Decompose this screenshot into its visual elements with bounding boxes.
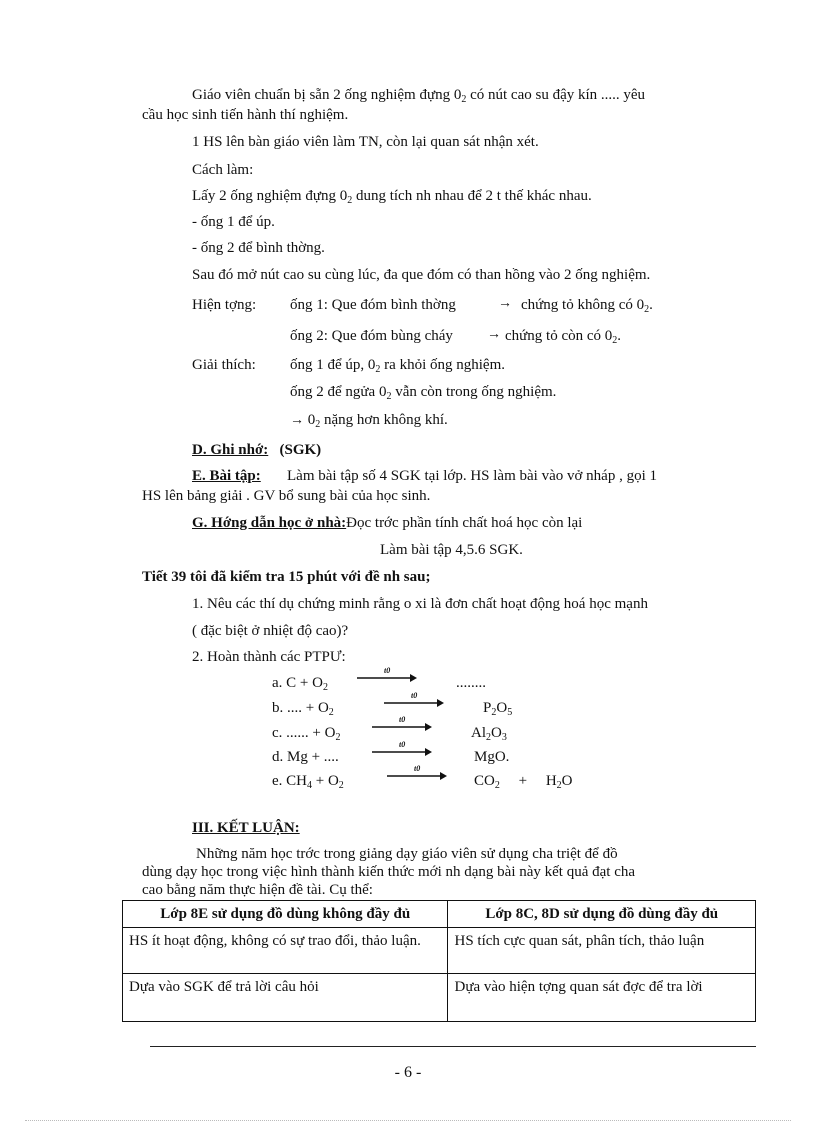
intro-line: - ống 2 để bình thờng. [192,240,325,256]
explain-line: ống 1 để úp, $0_2$ ra khỏi ống nghiệm. [290,357,505,375]
table-header: Lớp 8C, 8D sử dụng đồ dùng đầy đủ [448,901,756,928]
reaction-arrow: t0 [372,717,432,733]
explain-label: Giải thích: [192,357,256,373]
section-g: G. Hớng dẫn học ở nhà:Đọc trớc phần tính chất hoá học còn lại [192,515,583,531]
intro-line: Giáo viên chuẩn bị sẵn 2 ống nghiệm đựng $0_2$ có nút cao su đậy kín ..... yêu [192,87,646,105]
table-cell: Dựa vào SGK để trả lời câu hỏi [123,974,448,1022]
reaction-arrow: t0 [384,693,444,709]
phenomenon-line: chứng tỏ còn có $0_2$. [505,328,622,346]
table-row [123,928,756,974]
right-arrow-icon: → [498,296,512,311]
section-d: D. Ghi nhớ: (SGK) [192,442,322,458]
reaction-right: $CO_2$ + $H_2O$ [474,773,573,791]
table-cell: HS tích cực quan sát, phân tích, thảo luận [448,928,756,974]
reaction-arrow: t0 [372,742,432,758]
reaction-left: e. $CH_4 + O_2$ [272,773,344,791]
reaction-left: a. $C + O_2$ [272,675,328,693]
conclusion-heading: III. KẾT LUẬN: [192,820,300,836]
conclusion-text: dùng dạy học trong việc hình thành kiến thức mới nh dạng bài này kết quả đạt cha [142,864,636,880]
intro-line: - ống 1 để úp. [192,214,275,230]
intro-line: Lấy 2 ống nghiệm đựng $0_2$ dung tích nh nhau để 2 t thế khác nhau. [192,188,592,206]
page-number: - 6 - [394,1064,422,1081]
right-arrow-icon: → [290,413,304,428]
intro-line: Cách làm: [192,162,254,178]
section-e-cont: HS lên bảng giải . GV bổ sung bài của học sinh. [142,488,431,504]
table-header: Lớp 8E sử dụng đồ dùng không đầy đủ [123,901,448,928]
reaction-left: c. ...... + $O_2$ [272,725,341,743]
section-e: E. Bài tập: Làm bài tập số 4 SGK tại lớp. HS làm bài vào vở nháp , gọi 1 [192,468,657,484]
intro-line: Sau đó mở nút cao su cùng lúc, đa que đóm có than hồng vào 2 ống nghiệm. [192,267,651,283]
conclusion-text: Những năm học trớc trong giảng dạy giáo viên sử dụng cha triệt để đồ [196,846,618,862]
phenomenon-label: Hiện tợng: [192,297,257,313]
right-arrow-icon: → [487,327,501,342]
table-row [123,974,756,1022]
test-heading: Tiết 39 tôi đã kiểm tra 15 phút với đề nh sau; [142,569,431,585]
footer-rule [150,1046,756,1047]
section-g-cont: Làm bài tập 4,5.6 SGK. [380,542,523,558]
reaction-arrow: t0 [387,766,447,782]
phenomenon-line: chứng tỏ không có $0_2$. [521,297,653,315]
reaction-right: $Al_2O_3$ [471,725,507,743]
comparison-table [122,900,756,1022]
reaction-arrow: t0 [357,668,417,684]
reaction-right: $P_2O_5$ [483,700,513,718]
table-header-row [123,901,756,928]
phenomenon-line: ống 1: Que đóm bình thờng [290,297,456,313]
reaction-right: MgO. [474,749,510,765]
test-question: ( đặc biệt ở nhiệt độ cao)? [192,623,349,639]
intro-line: 1 HS lên bàn giáo viên làm TN, còn lại quan sát nhận xét. [192,134,539,150]
test-question: 2. Hoàn thành các PTPƯ: [192,649,346,665]
table-cell: Dựa vào hiện tợng quan sát đợc để tra lời [448,974,756,1022]
conclusion-text: cao bằng năm thực hiện đề tài. Cụ thể: [142,882,373,898]
explain-line: → $0_2$ nặng hơn không khí. [290,412,448,430]
intro-line: cầu học sinh tiến hành thí nghiệm. [142,107,349,123]
reaction-left: b. .... + $O_2$ [272,700,334,718]
phenomenon-line: ống 2: Que đóm bùng cháy [290,328,453,344]
test-question: 1. Nêu các thí dụ chứng minh rằng o xi là đơn chất hoạt động hoá học mạnh [192,596,648,612]
page-bottom-rule [25,1120,791,1121]
reaction-left: d. Mg + .... [272,749,339,765]
reaction-right: ........ [456,675,486,691]
table-cell: HS ít hoạt động, không có sự trao đổi, thảo luận. [123,928,448,974]
explain-line: ống 2 để ngửa $0_2$ vẫn còn trong ống nghiệm. [290,384,557,402]
